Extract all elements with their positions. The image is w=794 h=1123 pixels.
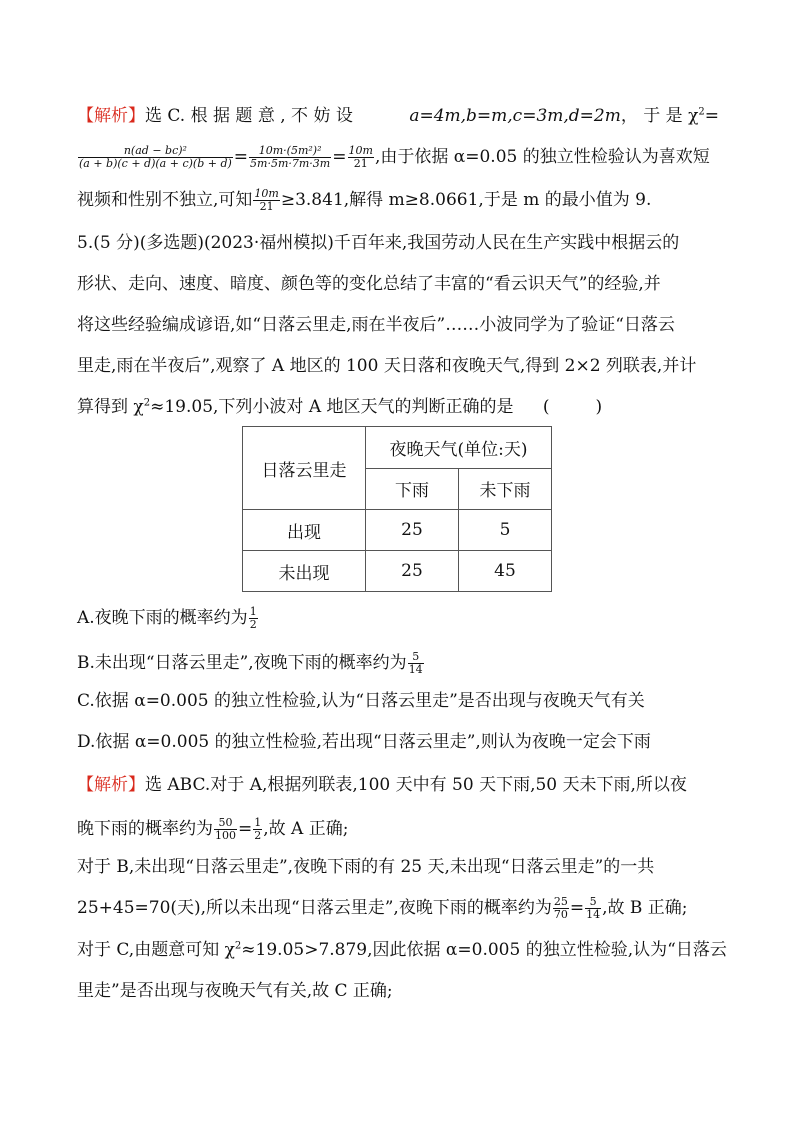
solution-tag: 【解析】 bbox=[77, 106, 145, 126]
ratio-fraction: $\frac{10m}{21}$ bbox=[254, 187, 279, 213]
solution-line-4: 25+45=70(天),所以未出现“日落云里走”,夜晚下雨的概率约为 $\frac{25}{70}$ = $\frac{5}{14}$ ,故 B 正确; bbox=[77, 895, 688, 921]
table-cell: 5 bbox=[459, 510, 552, 551]
table-cell: 25 bbox=[366, 551, 459, 592]
line-2-tail: ,由于依据 α=0.05 的独立性检验认为喜欢短 bbox=[374, 147, 710, 167]
answer-paren-close: ) bbox=[595, 397, 603, 417]
solution-tag: 【解析】 bbox=[77, 775, 145, 795]
question-line-3: 将这些经验编成谚语,如“日落云里走,雨在半夜后”……小波同学为了验证“日落云 bbox=[77, 315, 675, 335]
answer-paren-open: ( bbox=[542, 397, 550, 417]
solution-intro: 选 C. 根 据 题 意 , 不 妨 设 bbox=[145, 106, 353, 126]
option-a: A.夜晚下雨的概率约为 $\frac{1}{2}$ bbox=[77, 605, 257, 631]
question-line-4: 里走,雨在半夜后”,观察了 A 地区的 100 天日落和夜晚天气,得到 2×2 列联表,并计 bbox=[77, 356, 697, 376]
option-b: B.未出现“日落云里走”,夜晚下雨的概率约为 $\frac{5}{14}$ bbox=[77, 650, 423, 676]
substituted-fraction: $\frac{\text{10m·(5m²)²}}{5m\cdot 5m\cdot 7m\cdot 3m}$ bbox=[250, 144, 331, 170]
contingency-table bbox=[242, 426, 552, 592]
top-solution-line-3 bbox=[77, 183, 719, 217]
question-line-5: 算得到 $\chi^2\approx 19.05$,下列小波对 A 地区天气的判断正确的是 ( ) bbox=[77, 397, 603, 417]
line-3-tail: ≥3.841,解得 m≥8.0661,于是 m 的最小值为 9. bbox=[280, 190, 652, 210]
question-line-2: 形状、走向、速度、暗度、颜色等的变化总结了丰富的“看云识天气”的经验,并 bbox=[77, 274, 661, 294]
yu-shi-text: ， 于 是 χ bbox=[620, 106, 699, 126]
solution-line-2: 晚下雨的概率约为 $\frac{50}{100}$ = $\frac{1}{2}$ ,故 A 正确; bbox=[77, 816, 349, 842]
equals-sign: = bbox=[704, 106, 719, 126]
solution-line-5: 对于 C,由题意可知 $\chi^2\approx 19.05>7.879$,因此依据 α=0.005 的独立性检验,认为“日落云 bbox=[77, 940, 727, 960]
option-c: C.依据 α=0.005 的独立性检验,认为“日落云里走”是否出现与夜晚天气有关 bbox=[77, 691, 645, 711]
top-solution-line-2: $\frac{\text{n(ad − bc)²}}{(a + b)(c + d)(a + c)(b + d)}$ = $\frac{\text{10m·(5m²)²}}{5m\cdot 5m\cdot 7m\cdot 3m}$ = $\frac{10m}{21}$ ,由于依据 α=0.05 的独立性检验认为喜欢短 bbox=[79, 144, 710, 170]
variable-assignment: a=4m,b=m,c=3m,d=2m bbox=[409, 106, 621, 126]
row-label: 出现 bbox=[243, 510, 366, 551]
solution-line-6: 里走”是否出现与夜晚天气有关,故 C 正确; bbox=[77, 981, 393, 1001]
option-d: D.依据 α=0.005 的独立性检验,若出现“日落云里走”,则认为夜晚一定会下雨 bbox=[77, 732, 651, 752]
table-row bbox=[243, 551, 552, 592]
top-solution-line-1 bbox=[77, 104, 719, 128]
line-3-head: 视频和性别不独立,可知 bbox=[77, 190, 253, 210]
row-label: 未出现 bbox=[243, 551, 366, 592]
table-cell: 45 bbox=[459, 551, 552, 592]
row-header-cell: 日落云里走 bbox=[243, 427, 366, 510]
column-group-header: 夜晚天气(单位:天) bbox=[366, 427, 552, 469]
table-cell: 25 bbox=[366, 510, 459, 551]
chi-square-formula-fraction: $\frac{\text{n(ad − bc)²}}{(a + b)(c + d)(a + c)(b + d)}$ bbox=[79, 144, 232, 170]
column-header-no-rain: 未下雨 bbox=[459, 468, 552, 510]
question-line-1: 5.(5 分)(多选题)(2023·福州模拟)千百年来,我国劳动人民在生产实践中根据云的 bbox=[77, 233, 680, 253]
column-header-rain: 下雨 bbox=[366, 468, 459, 510]
solution-line-3: 对于 B,未出现“日落云里走”,夜晚下雨的有 25 天,未出现“日落云里走”的一共 bbox=[77, 857, 655, 877]
solution-line-1: 【解析】选 ABC.对于 A,根据列联表,100 天中有 50 天下雨,50 天未下雨,所以夜 bbox=[77, 775, 687, 795]
square-exponent: 2 bbox=[698, 106, 705, 118]
table-row bbox=[243, 510, 552, 551]
simplified-fraction: $\frac{10m}{21}$ bbox=[348, 144, 373, 170]
